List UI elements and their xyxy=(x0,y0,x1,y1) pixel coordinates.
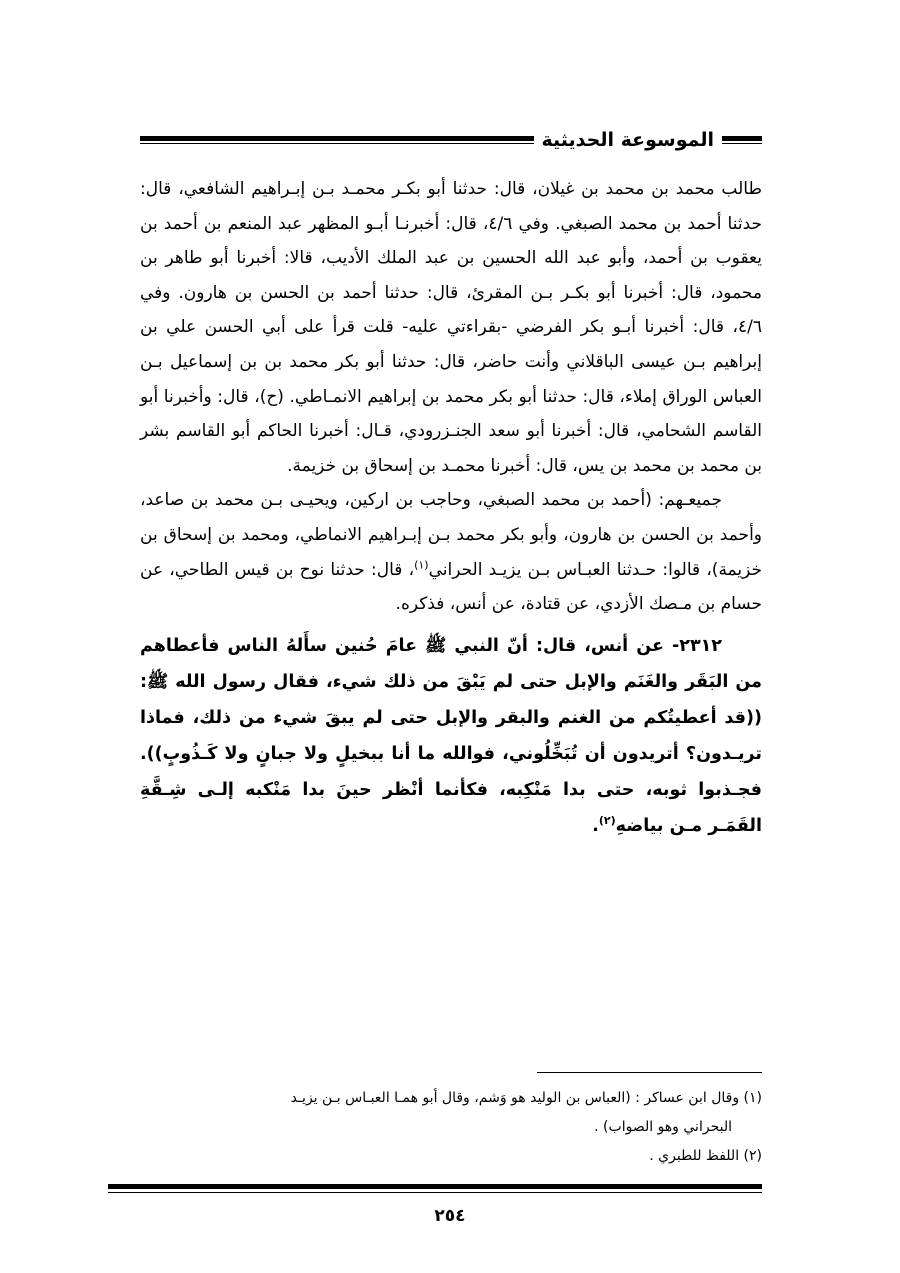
header-rule-left xyxy=(140,136,534,144)
paragraph-narrators-text-b: ، قال: حدثنا نوح بن قيس الطاحي، عن حسام بن مـصك الأزدي، عن قتادة، عن أنس، فذكره. xyxy=(140,559,762,615)
page-number: ٢٥٤ xyxy=(434,1206,466,1226)
footnote-ref-1[interactable]: (١) xyxy=(414,557,429,571)
hadith-2312-body: ٢٣١٢- عن أنس، قال: أنّ النبي ﷺ عامَ حُنين سأَلهُ الناس فأعطاهم من البَقَر والغَنَم والإبل حتى لم يَبْقَ من ذلك شيء، فقال رسول الله ﷺ: ((قد أعطيتُكم من الغنم والبقر والإبل حتى لم يبقَ شيء من ذلك، فماذا تريـدون؟ أتريدون أن تُبَخِّلُوني، فوالله ما أنا ببخيلٍ ولا جبانٍ ولا كَـذُوبٍ)). فجـذبوا ثوبه، حتى بدا مَنْكِبه، فكأنما أنْظر حينَ بدا مَنْكبه إلـى شِـقَّةِ القَمَـر مـن بياضهِ xyxy=(140,635,762,836)
footnote-separator xyxy=(537,1072,762,1073)
footnote-2: (٢) اللفظ للطبري . xyxy=(649,1148,762,1164)
footnote-1-line-2: البحراني وهو الصواب) . xyxy=(594,1119,732,1135)
main-text xyxy=(140,172,762,844)
hadith-2312-text xyxy=(140,628,762,844)
paragraph-narrators-text-a: جميعـهم: (أحمد بن محمد الصبغي، وحاجب بن اركين، ويحيـى بـن محمد بن صاعد، وأحمد بن الحسن بن هارون، وأبو بكر محمد بـن إبـراهيم الانماطي، ومحمد بن إسحاق بن خزيمة)، قالوا: حـدثنا العبـاس بـن يزيـد الحراني xyxy=(140,490,763,580)
bottom-rule-thick xyxy=(108,1184,762,1189)
paragraph-chain-of-narrators: طالب محمد بن محمد بن غيلان، قال: حدثنا أبو بكـر محمـد بـن إبـراهيم الشافعي، قال: حدثنا أحمد بن محمد الصبغي. وفي ٤/٦، قال: أخبرنـا أبـو المظهر عبد المنعم بن أحمد بن يعقوب بن أحمد، وأبو عبد الله الحسين بن عبد الملك الأديب، قالا: أخبرنا أبو طاهر بن محمود، قال: أخبرنا أبو بكـر بـن المقرئ، قال: حدثنا أحمد بن الحسن بن هارون. وفي ٤/٦، قال: أخبرنا أبـو بكر الفرضي -بقراءتي عليه- قلت قرأ على أبي الحسن علي بن إبراهيم بـن عيسى الباقلاني وأنت حاضر، قال: حدثنا أبو بكر محمد بن بن إسماعيل بـن العباس الوراق إملاء، قال: حدثنا أبو بكر محمد بن إبراهيم الانمـاطي. (ح)، قال: وأخبرنا أبو القاسم الشحامي، قال: أخبرنا أبو سعد الجنـزرودي، قـال: أخبرنا الحاكم أبو القاسم بشر بن محمد بن محمد بن يس، قال: أخبرنا محمـد بن إسحاق بن خزيمة. xyxy=(140,179,763,476)
running-header xyxy=(140,120,762,160)
hadith-2312-end: . xyxy=(592,815,599,836)
footnote-1-line-1: (١) وقال ابن عساكر : (العباس بن الوليد هو وَشم، وقال أبو همـا العبـاس بـن يزيـد xyxy=(290,1090,762,1106)
header-title: الموسوعة الحديثية xyxy=(541,129,714,151)
paragraph-narrators-summary xyxy=(140,483,762,621)
footnotes xyxy=(140,1084,762,1171)
footnote-ref-2[interactable]: (٢) xyxy=(598,813,616,827)
bottom-rule-thin xyxy=(108,1192,762,1193)
header-rule-right xyxy=(722,136,762,144)
